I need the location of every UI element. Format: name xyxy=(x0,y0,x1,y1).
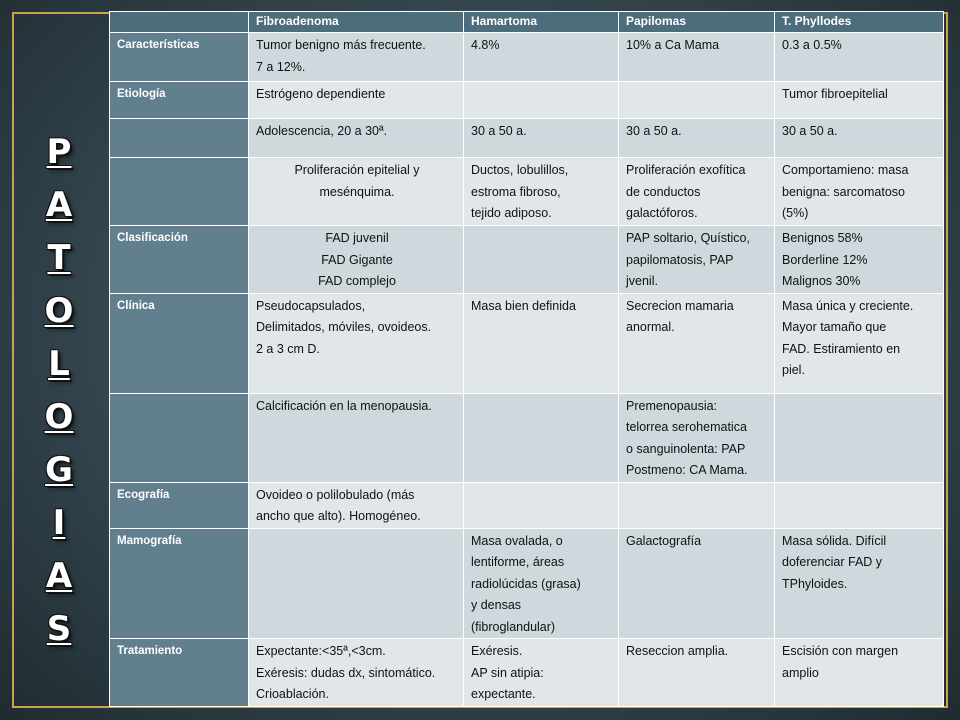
cell-line: Tumor fibroepitelial xyxy=(782,87,888,101)
cell-line: Masa sólida. Difícil xyxy=(782,533,887,548)
cell-line: TPhyloides. xyxy=(782,576,848,591)
cell-line: (5%) xyxy=(782,206,809,220)
cell-line: AP sin atipia: xyxy=(471,665,544,680)
header-phyllodes: T. Phyllodes xyxy=(775,12,944,33)
vertical-title xyxy=(30,126,88,656)
table-cell xyxy=(249,119,464,158)
cell-line: 30 a 50 a. xyxy=(782,124,838,138)
header-papilomas: Papilomas xyxy=(619,12,775,33)
cell-line: Comportamieno: masa xyxy=(782,163,909,177)
table-cell xyxy=(464,393,619,482)
table-cell xyxy=(619,482,775,528)
title-letter: G xyxy=(45,450,73,490)
table-row xyxy=(110,158,944,226)
row-header xyxy=(110,119,249,158)
table-row xyxy=(110,119,944,158)
cell-line: Benignos 58% xyxy=(782,231,863,245)
title-letter: P xyxy=(46,132,72,172)
cell-line: 30 a 50 a. xyxy=(471,124,527,138)
title-letter: A xyxy=(45,185,73,225)
cell-line: y densas xyxy=(471,598,522,612)
table-row xyxy=(110,82,944,119)
cell-line: FAD juvenil xyxy=(325,231,389,245)
table-cell xyxy=(775,158,944,226)
table-row xyxy=(110,482,944,528)
cell-line: Masa ovalada, o xyxy=(471,533,563,548)
cell-line: FAD Gigante xyxy=(321,252,393,267)
table-cell xyxy=(464,33,619,82)
table-row xyxy=(110,528,944,639)
row-header: Ecografía xyxy=(110,482,249,528)
cell-line: Tumor benigno más frecuente. xyxy=(256,38,426,52)
cell-line: radiolúcidas (grasa) xyxy=(471,576,581,591)
cell-line: jvenil. xyxy=(626,274,658,288)
cell-line: papilomatosis, PAP xyxy=(626,252,734,267)
cell-line: Crioablación. xyxy=(256,687,329,701)
table-cell xyxy=(249,293,464,393)
cell-line: Expectante:<35ª,<3cm. xyxy=(256,644,386,658)
cell-line: benigna: sarcomatoso xyxy=(782,184,905,199)
cell-line: tejido adiposo. xyxy=(471,206,552,220)
title-letter: L xyxy=(48,344,70,384)
row-header: Clínica xyxy=(110,293,249,393)
title-letter: S xyxy=(46,609,72,649)
table-cell xyxy=(619,158,775,226)
cell-line: Pseudocapsulados, xyxy=(256,298,366,313)
table-cell xyxy=(619,226,775,294)
table-row xyxy=(110,639,944,707)
table-cell xyxy=(775,639,944,707)
table-cell xyxy=(775,226,944,294)
table-cell xyxy=(619,33,775,82)
cell-line: 2 a 3 cm D. xyxy=(256,341,320,356)
cell-line: Proliferación exofítica xyxy=(626,163,746,177)
table-cell xyxy=(249,482,464,528)
cell-line: Adolescencia, 20 a 30ª. xyxy=(256,124,388,138)
table-row xyxy=(110,293,944,393)
cell-line: FAD. Estiramiento en xyxy=(782,341,901,356)
table-cell xyxy=(249,528,464,639)
table-row xyxy=(110,33,944,82)
cell-line: Postmeno: CA Mama. xyxy=(626,463,748,477)
cell-line: Escisión con margen xyxy=(782,644,899,658)
title-letter: T xyxy=(47,238,71,278)
cell-line: Borderline 12% xyxy=(782,252,868,267)
cell-line: 10% a Ca Mama xyxy=(626,38,720,52)
cell-line: de conductos xyxy=(626,184,701,199)
cell-line: Estrógeno dependiente xyxy=(256,87,386,101)
table-cell xyxy=(249,639,464,707)
cell-line: Masa única y creciente. xyxy=(782,298,914,313)
table-cell xyxy=(249,158,464,226)
table-cell xyxy=(249,82,464,119)
table-cell xyxy=(775,33,944,82)
table-cell xyxy=(775,82,944,119)
cell-line: PAP soltario, Quístico, xyxy=(626,231,750,245)
table-cell xyxy=(249,33,464,82)
cell-line: anormal. xyxy=(626,320,675,334)
cell-line: Proliferación epitelial y xyxy=(294,163,420,177)
table-cell xyxy=(464,158,619,226)
row-header xyxy=(110,158,249,226)
header-fibroadenoma: Fibroadenoma xyxy=(249,12,464,33)
table-cell xyxy=(775,528,944,639)
cell-line: Delimitados, móviles, ovoideos. xyxy=(256,320,432,334)
table-cell xyxy=(619,393,775,482)
cell-line: Secrecion mamaria xyxy=(626,298,734,313)
table-cell xyxy=(249,393,464,482)
cell-line: FAD complejo xyxy=(318,274,396,288)
cell-line: expectante. xyxy=(471,687,536,701)
cell-line: Exéresis. xyxy=(471,644,523,658)
cell-line: (fibroglandular) xyxy=(471,619,556,634)
cell-line: Galactografía xyxy=(626,533,702,548)
table-cell xyxy=(619,82,775,119)
cell-line: estroma fibroso, xyxy=(471,184,561,199)
table-cell xyxy=(249,226,464,294)
cell-line: Reseccion amplia. xyxy=(626,644,729,658)
table-cell xyxy=(619,639,775,707)
table-cell xyxy=(464,528,619,639)
title-letter: O xyxy=(44,291,74,331)
cell-line: 7 a 12%. xyxy=(256,59,306,74)
cell-line: Premenopausia: xyxy=(626,398,718,413)
row-header: Mamografía xyxy=(110,528,249,639)
cell-line: piel. xyxy=(782,363,805,377)
cell-line: Calcificación en la menopausia. xyxy=(256,398,432,413)
cell-line: 0.3 a 0.5% xyxy=(782,38,842,52)
table-cell xyxy=(619,293,775,393)
table-body xyxy=(110,33,944,707)
header-corner xyxy=(110,12,249,33)
table-cell xyxy=(464,226,619,294)
cell-line: telorrea serohematica xyxy=(626,420,747,434)
title-letter: O xyxy=(44,397,74,437)
table-cell xyxy=(464,482,619,528)
table-cell xyxy=(775,393,944,482)
cell-line: doferenciar FAD y xyxy=(782,555,883,569)
cell-line: Masa bien definida xyxy=(471,298,576,313)
table-cell xyxy=(619,528,775,639)
table-cell xyxy=(464,293,619,393)
cell-line: galactóforos. xyxy=(626,206,698,220)
table-cell xyxy=(464,119,619,158)
row-header: Etiología xyxy=(110,82,249,119)
table-cell xyxy=(775,119,944,158)
table-cell xyxy=(775,482,944,528)
table-row xyxy=(110,393,944,482)
table-cell xyxy=(464,82,619,119)
cell-line: amplio xyxy=(782,665,819,680)
row-header: Características xyxy=(110,33,249,82)
title-letter: A xyxy=(45,556,73,596)
cell-line: Ductos, lobulillos, xyxy=(471,163,569,177)
cell-line: 30 a 50 a. xyxy=(626,124,682,138)
pathology-table xyxy=(109,11,944,707)
cell-line: Mayor tamaño que xyxy=(782,320,887,334)
cell-line: Malignos 30% xyxy=(782,274,861,288)
table-cell xyxy=(619,119,775,158)
table-row xyxy=(110,226,944,294)
cell-line: o sanguinolenta: PAP xyxy=(626,441,746,456)
row-header: Clasificación xyxy=(110,226,249,294)
cell-line: lentiforme, áreas xyxy=(471,555,565,569)
row-header: Tratamiento xyxy=(110,639,249,707)
title-letter: I xyxy=(52,503,66,543)
table-cell xyxy=(464,639,619,707)
cell-line: mesénquima. xyxy=(319,184,395,199)
header-hamartoma: Hamartoma xyxy=(464,12,619,33)
table-header xyxy=(110,12,944,33)
cell-line: Exéresis: dudas dx, sintomático. xyxy=(256,665,436,680)
cell-line: ancho que alto). Homogéneo. xyxy=(256,509,421,523)
row-header xyxy=(110,393,249,482)
table-cell xyxy=(775,293,944,393)
cell-line: 4.8% xyxy=(471,38,500,52)
cell-line: Ovoideo o polilobulado (más xyxy=(256,487,415,502)
